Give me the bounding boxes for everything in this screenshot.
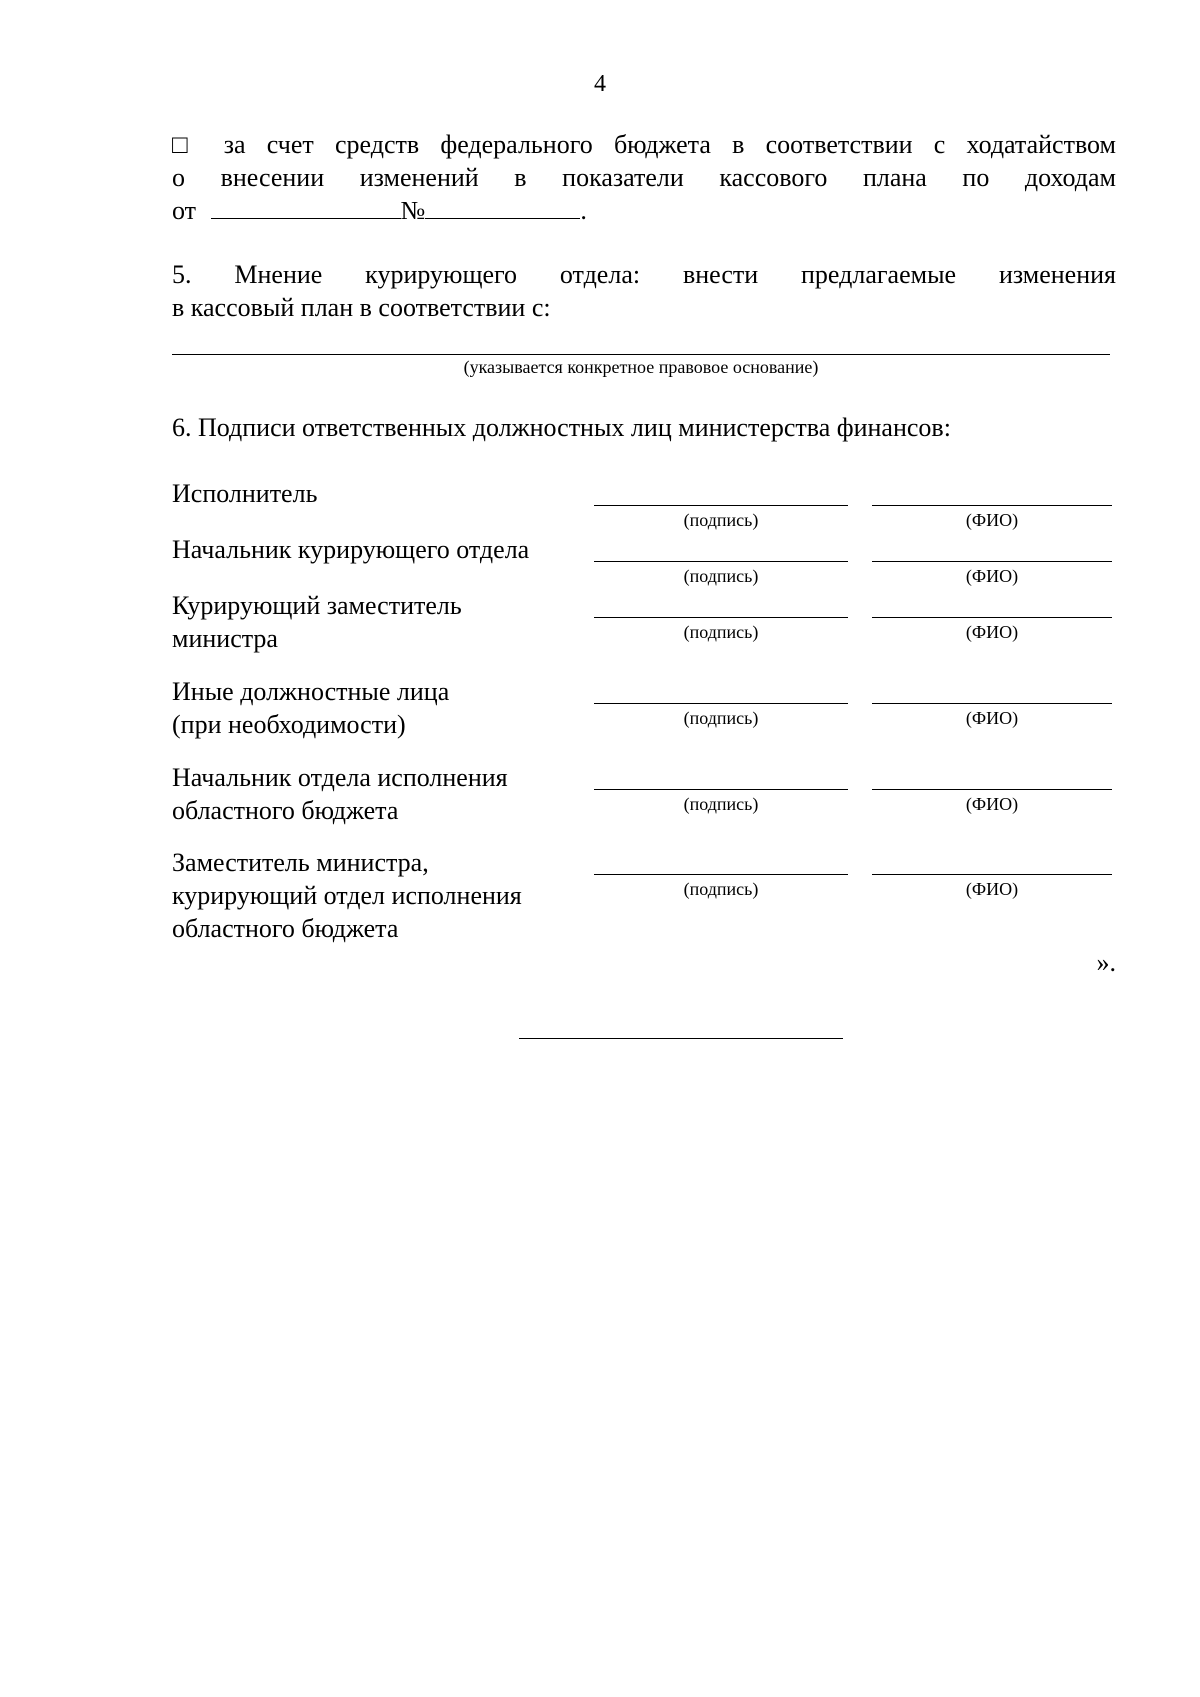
section5-line1: 5. Мнение курирующего отдела: внести предлагаемые изменения <box>172 260 1116 289</box>
name-caption: (ФИО) <box>965 622 1019 642</box>
section5-line2: в кассовый план в соответствии с: <box>172 293 551 322</box>
signature-line <box>594 789 848 790</box>
name-caption: (ФИО) <box>965 708 1019 728</box>
number-blank-line <box>425 218 580 219</box>
signature-caption: (подпись) <box>683 794 759 814</box>
row-execution-deputy-label1: Заместитель министра, <box>172 848 429 877</box>
page-number: 4 <box>594 71 606 97</box>
name-line <box>872 561 1112 562</box>
name-caption: (ФИО) <box>965 566 1019 586</box>
row-execution-head-label2: областного бюджета <box>172 796 399 825</box>
row-deputy-minister-label2: министра <box>172 624 278 653</box>
row-other-officials-label2: (при необходимости) <box>172 710 406 739</box>
end-dot: . <box>580 196 587 225</box>
row-department-head-label: Начальник курирующего отдела <box>172 535 530 564</box>
name-line <box>872 505 1112 506</box>
signature-line <box>594 874 848 875</box>
name-line <box>872 703 1112 704</box>
signature-caption: (подпись) <box>683 566 759 586</box>
signature-line <box>594 703 848 704</box>
row-execution-head-label1: Начальник отдела исполнения <box>172 763 508 792</box>
legal-basis-line <box>172 354 1110 355</box>
name-line <box>872 789 1112 790</box>
row-execution-deputy-label3: областного бюджета <box>172 914 399 943</box>
federal-option-line3 <box>172 194 587 227</box>
name-caption: (ФИО) <box>965 510 1019 530</box>
signature-caption: (подпись) <box>683 708 759 728</box>
row-executor-label: Исполнитель <box>172 479 318 508</box>
end-separator-line <box>519 1038 843 1039</box>
closing-quote: ». <box>1096 948 1116 977</box>
name-line <box>872 617 1112 618</box>
name-line <box>872 874 1112 875</box>
signature-caption: (подпись) <box>683 879 759 899</box>
legal-basis-caption: (указывается конкретное правовое основание) <box>463 357 819 377</box>
signature-caption: (подпись) <box>683 510 759 530</box>
signature-line <box>594 505 848 506</box>
signature-line <box>594 617 848 618</box>
row-other-officials-label1: Иные должностные лица <box>172 677 450 706</box>
federal-option-text1: за счет средств федерального бюджета в соответствии с ходатайством <box>223 130 1117 159</box>
from-label: от <box>172 196 197 225</box>
row-execution-deputy-label2: курирующий отдел исполнения <box>172 881 522 910</box>
name-caption: (ФИО) <box>965 879 1019 899</box>
number-sign: № <box>400 196 426 225</box>
signature-line <box>594 561 848 562</box>
signature-caption: (подпись) <box>683 622 759 642</box>
section6-title: 6. Подписи ответственных должностных лиц министерства финансов: <box>172 413 951 442</box>
federal-option-line1 <box>172 128 1116 161</box>
row-deputy-minister-label1: Курирующий заместитель <box>172 591 462 620</box>
federal-option-line2: о внесении изменений в показатели кассового плана по доходам <box>172 163 1116 192</box>
name-caption: (ФИО) <box>965 794 1019 814</box>
date-blank-line <box>211 218 401 219</box>
checkbox-icon: □ <box>172 130 203 159</box>
